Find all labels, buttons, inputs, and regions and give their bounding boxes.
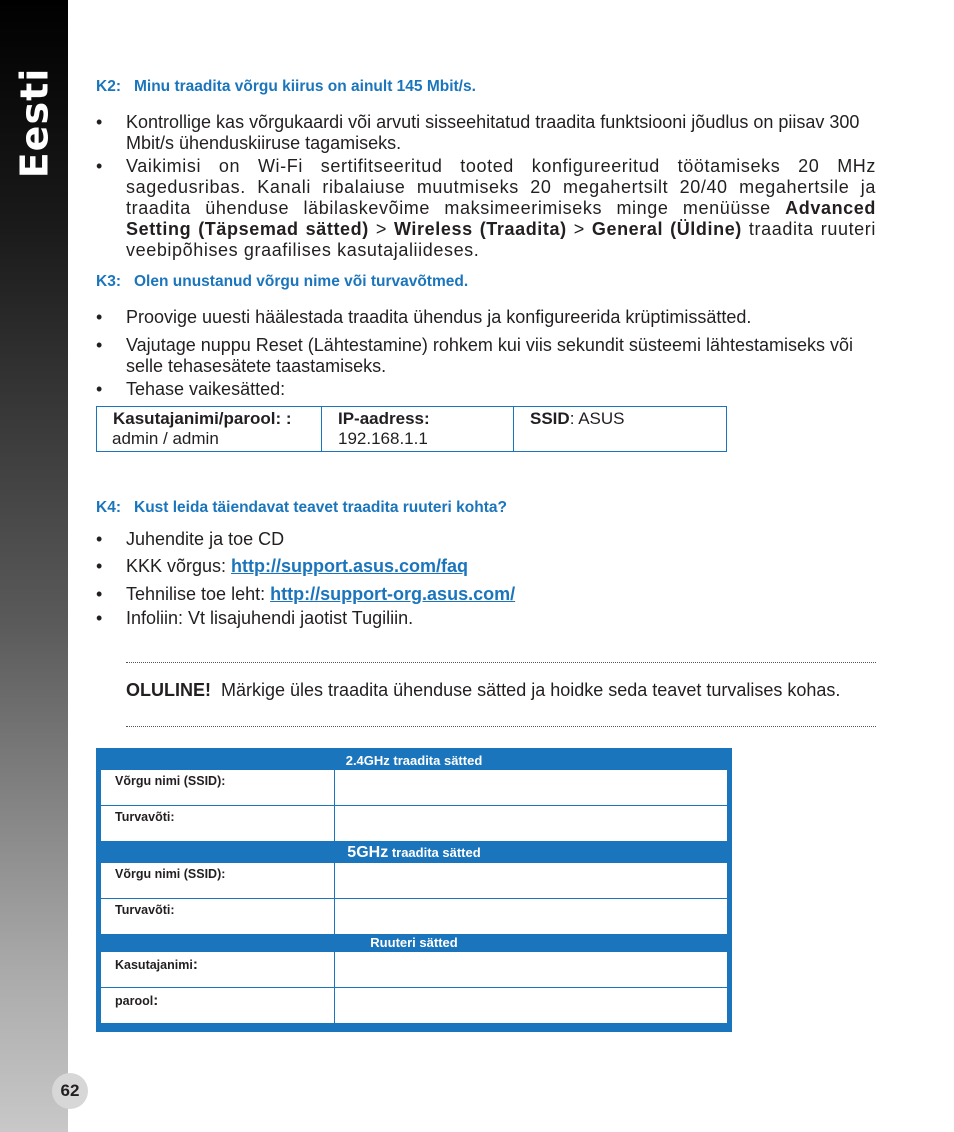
row-label: Turvavõti: bbox=[101, 899, 335, 934]
row-value[interactable] bbox=[335, 770, 727, 805]
bullet-text: Vajutage nuppu Reset (Lähtestamine) rohkem kui viis sekundit süsteemi lähtestamiseks või selle tehasesätete taastamiseks. bbox=[126, 335, 854, 376]
row-label: Võrgu nimi (SSID): bbox=[101, 863, 335, 898]
row-value[interactable] bbox=[335, 806, 727, 841]
row-label: Võrgu nimi (SSID): bbox=[101, 770, 335, 805]
bullet-text: KKK võrgus: http://support.asus.com/faq bbox=[126, 556, 469, 576]
question-title: Olen unustanud võrgu nime või turvavõtmed. bbox=[134, 273, 469, 290]
bullet-text: Tehase vaikesätted: bbox=[126, 379, 286, 399]
bullet-text: Juhendite ja toe CD bbox=[126, 529, 285, 549]
defaults-user-value: admin / admin bbox=[112, 429, 219, 448]
sidebar-title-wrap bbox=[12, 67, 57, 179]
question-k4 bbox=[96, 499, 507, 517]
important-note bbox=[126, 681, 846, 699]
section-24ghz-header: 2.4GHz traadita sätted bbox=[345, 753, 483, 768]
row-value[interactable] bbox=[335, 988, 727, 1023]
defaults-ssid-value: : ASUS bbox=[569, 409, 625, 428]
k3-bullet-3 bbox=[96, 379, 876, 400]
k4-bullet-1 bbox=[96, 529, 876, 550]
question-title: Minu traadita võrgu kiirus on ainult 145 Mbit/s. bbox=[134, 78, 476, 95]
row-24-key bbox=[101, 805, 727, 841]
language-sidebar bbox=[0, 0, 68, 1132]
k4-bullet-4 bbox=[96, 608, 876, 629]
question-number: K2: bbox=[96, 78, 121, 95]
important-text: Märkige üles traadita ühenduse sätted ja hoidke seda teavet turvalises kohas. bbox=[221, 680, 841, 700]
bullet-text: Infoliin: Vt lisajuhendi jaotist Tugiliin. bbox=[126, 608, 414, 628]
row-router-user bbox=[101, 951, 727, 987]
question-title: Kust leida täiendavat teavet traadita ruuteri kohta? bbox=[134, 499, 507, 516]
bullet-dot: • bbox=[96, 307, 103, 327]
row-label: parool: bbox=[101, 988, 335, 1023]
defaults-ip-value: 192.168.1.1 bbox=[338, 429, 428, 448]
page-number: 62 bbox=[52, 1073, 88, 1109]
row-value[interactable] bbox=[335, 899, 727, 934]
question-number: K4: bbox=[96, 499, 121, 516]
bullet-dot: • bbox=[96, 335, 103, 355]
defaults-ip-label: IP-aadress: bbox=[338, 409, 430, 428]
row-label: Turvavõti: bbox=[101, 806, 335, 841]
bullet-text: Tehnilise toe leht: http://support-org.asus.com/ bbox=[126, 584, 516, 604]
defaults-user-label: Kasutajanimi/parool: : bbox=[113, 409, 292, 428]
settings-record-table bbox=[96, 748, 732, 1032]
k4-bullet-2 bbox=[96, 556, 876, 577]
question-k2 bbox=[96, 78, 476, 96]
section-5ghz-header: 5GHz traadita sätted bbox=[347, 844, 481, 861]
bullet-dot: • bbox=[96, 379, 103, 399]
bullet-dot: • bbox=[96, 608, 103, 628]
row-value[interactable] bbox=[335, 952, 727, 987]
k4-bullet-3 bbox=[96, 584, 876, 605]
question-number: K3: bbox=[96, 273, 121, 290]
bullet-dot: • bbox=[96, 529, 103, 549]
bullet-text: Proovige uuesti häälestada traadita ühendus ja konfigureerida krüptimissätted. bbox=[126, 307, 752, 327]
support-link[interactable]: http://support-org.asus.com/ bbox=[270, 584, 516, 604]
bullet-dot: • bbox=[96, 556, 103, 576]
important-label: OLULINE! bbox=[126, 680, 211, 700]
defaults-user-cell bbox=[97, 407, 322, 452]
bullet-text: Kontrollige kas võrgukaardi või arvuti sisseehitatud traadita funktsiooni jõudlus on piisav 300 Mbit/s ühenduskiiruse tagamiseks. bbox=[126, 112, 860, 153]
sidebar-title: Eesti bbox=[12, 67, 57, 179]
k3-bullet-1 bbox=[96, 307, 876, 328]
row-value[interactable] bbox=[335, 863, 727, 898]
k3-bullet-2 bbox=[96, 335, 876, 377]
defaults-ssid-label: SSID bbox=[530, 409, 570, 428]
row-5-key bbox=[101, 898, 727, 934]
factory-defaults-table bbox=[96, 406, 727, 452]
section-router-header: Ruuteri sätted bbox=[370, 935, 458, 950]
question-k3 bbox=[96, 273, 468, 291]
defaults-ssid-cell bbox=[514, 407, 727, 452]
divider-top bbox=[126, 662, 876, 663]
k2-bullet-2 bbox=[96, 156, 876, 261]
row-5-ssid bbox=[101, 862, 727, 898]
bullet-dot: • bbox=[96, 156, 103, 176]
row-router-pass bbox=[101, 987, 727, 1023]
k2-bullet-1 bbox=[96, 112, 876, 154]
row-24-ssid bbox=[101, 769, 727, 805]
row-label: Kasutajanimi: bbox=[101, 952, 335, 987]
bullet-dot: • bbox=[96, 584, 103, 604]
defaults-ip-cell bbox=[322, 407, 514, 452]
faq-link[interactable]: http://support.asus.com/faq bbox=[231, 556, 469, 576]
bullet-dot: • bbox=[96, 112, 103, 132]
divider-bottom bbox=[126, 726, 876, 727]
bullet-text: Vaikimisi on Wi-Fi sertifitseeritud tooted konfigureeritud töötamiseks 20 MHz sagedusribas. Kanali ribalaiuse muutmiseks 20 megahertsilt 20/40 megahertsile ja traadita ühenduse läbilaskevõime maksimeerimiseks minge menüüsse Advanced Setting (Täpsemad sätted) > Wireless (Traadita) > General (Üldine) traadita ruuteri veebipõhises graafilises kasutajaliideses. bbox=[126, 156, 876, 260]
